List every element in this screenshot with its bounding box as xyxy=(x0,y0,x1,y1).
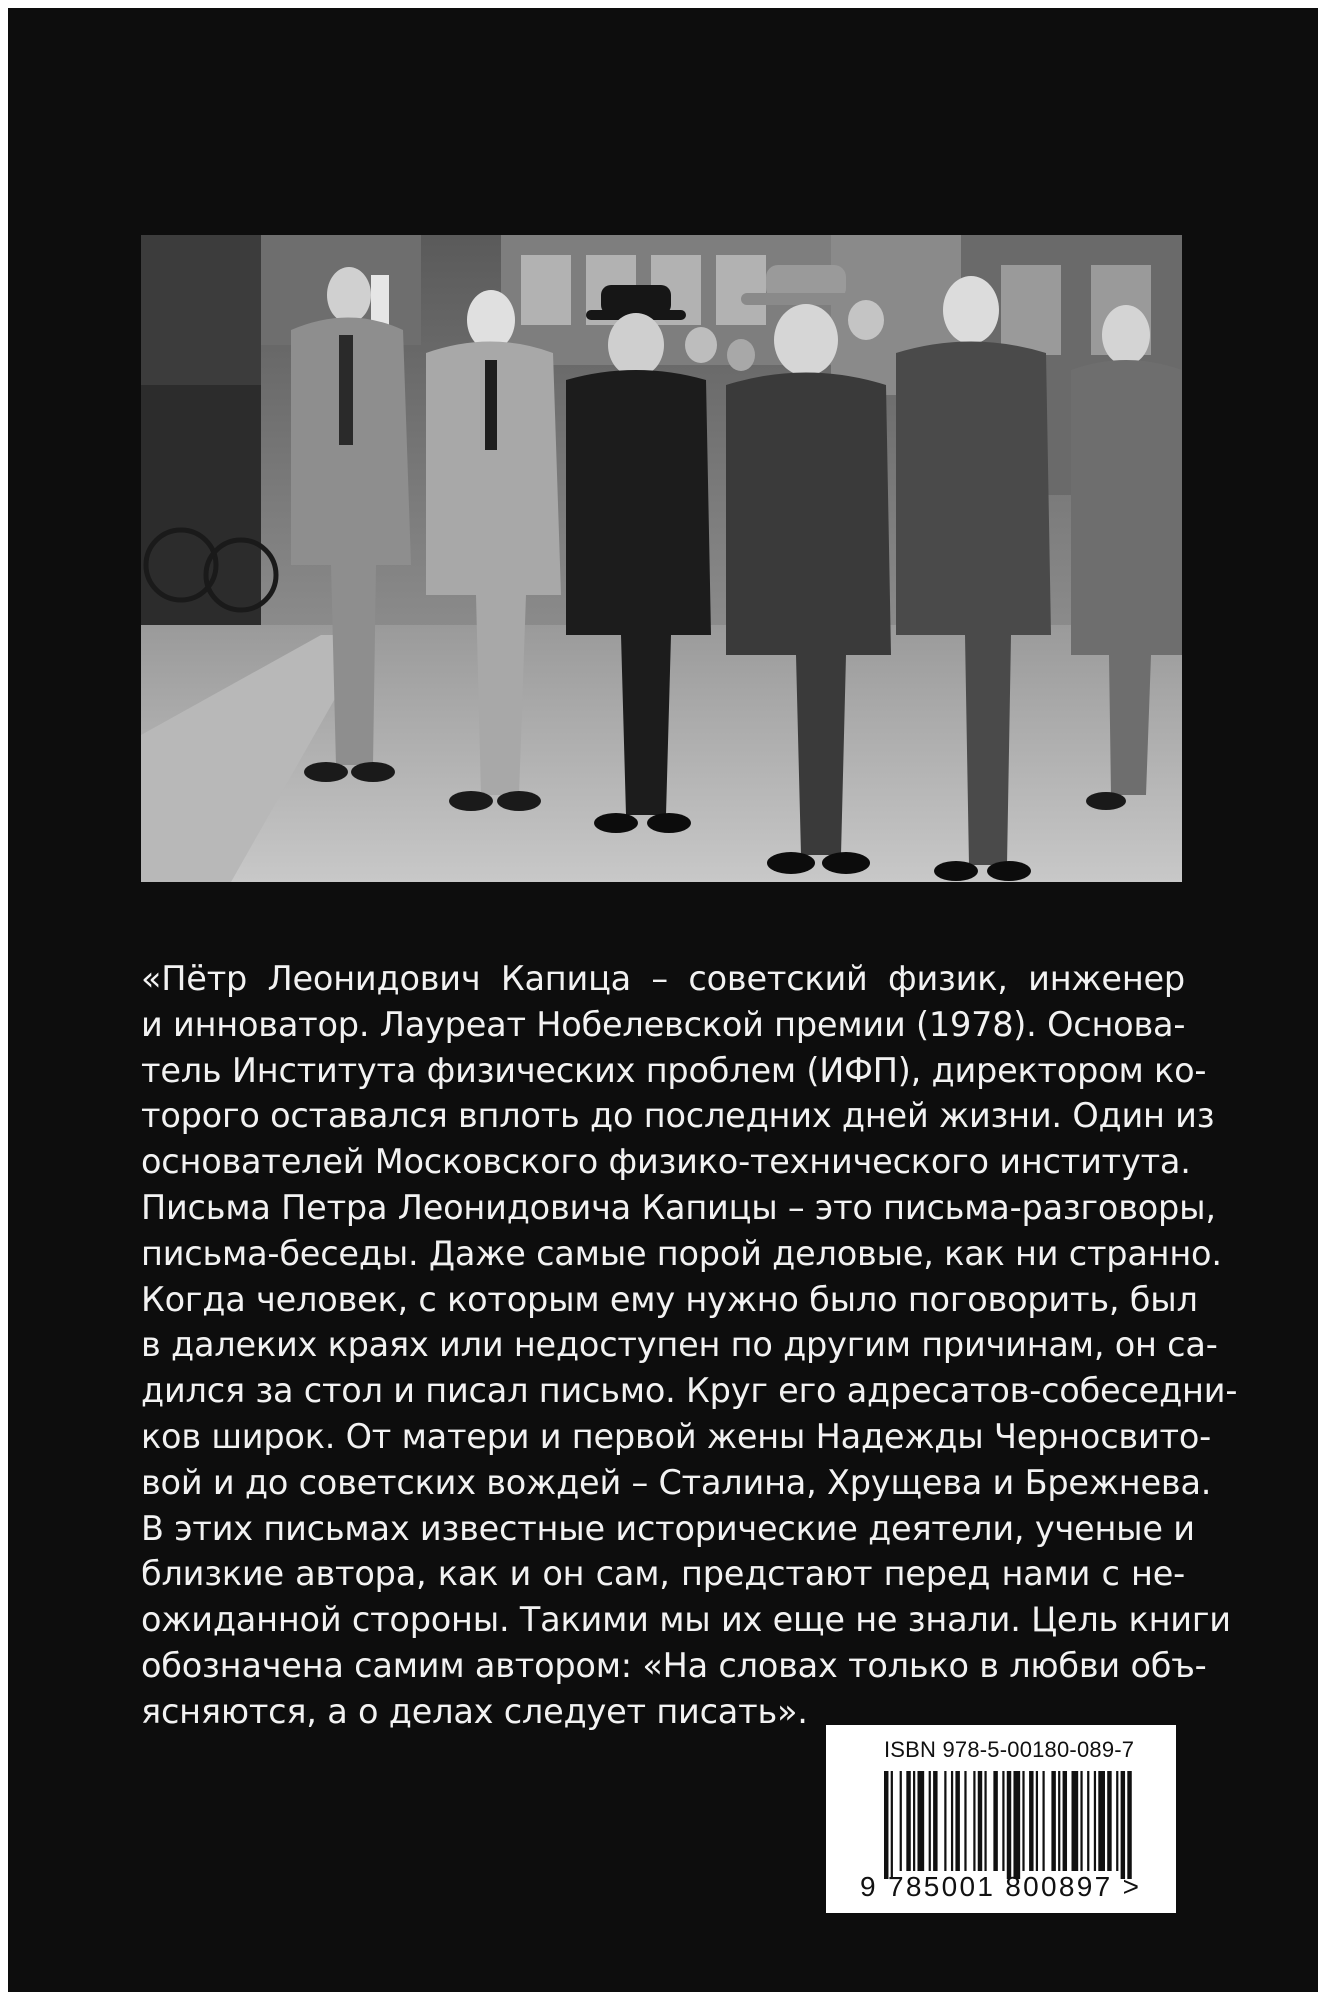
barcode-bar xyxy=(1127,1771,1131,1879)
barcode-bar xyxy=(1002,1771,1004,1871)
blurb-line: обозначена самим автором: «На словах только в любви объ- xyxy=(141,1645,1207,1685)
barcode-bar xyxy=(1098,1771,1105,1871)
barcode-bar xyxy=(917,1771,924,1871)
barcode-bars xyxy=(884,1771,1134,1879)
barcode-bar xyxy=(933,1771,937,1871)
barcode-bar xyxy=(1087,1771,1089,1871)
barcode-bar xyxy=(993,1771,997,1871)
barcode-bar xyxy=(906,1771,910,1871)
barcode-bar xyxy=(964,1771,966,1871)
blurb-line: тель Института физических проблем (ИФП), директором ко- xyxy=(141,1050,1207,1090)
barcode-bar xyxy=(984,1771,986,1871)
barcode-bar xyxy=(1022,1771,1024,1871)
barcode-bar xyxy=(1007,1771,1011,1879)
blurb-line: торого оставался вплоть до последних дней жизни. Один из xyxy=(141,1096,1215,1136)
barcode-bar xyxy=(1072,1771,1079,1871)
isbn-barcode xyxy=(826,1725,1176,1913)
blurb-line: дился за стол и писал письмо. Круг его адресатов-собеседни- xyxy=(141,1371,1238,1411)
blurb-line: «Пётр Леонидович Капица – советский физик, инженер xyxy=(141,959,1185,998)
barcode-bar xyxy=(973,1771,975,1871)
barcode-bar xyxy=(1107,1771,1111,1871)
book-back-cover xyxy=(8,8,1318,1992)
barcode-bar xyxy=(1121,1771,1125,1879)
barcode-bar xyxy=(951,1771,953,1871)
barcode-bar xyxy=(955,1771,959,1871)
blurb-line: близкие автора, как и он сам, предстают перед нами с не- xyxy=(141,1554,1185,1594)
barcode-bar xyxy=(1058,1771,1060,1871)
barcode-bar xyxy=(1036,1771,1038,1871)
barcode-bar xyxy=(1094,1771,1096,1871)
blurb-line: и инноватор. Лауреат Нобелевской премии (1978). Основа- xyxy=(141,1004,1186,1044)
barcode-bar xyxy=(900,1771,902,1871)
barcode-bar xyxy=(1029,1771,1033,1871)
book-blurb xyxy=(141,956,1238,1735)
barcode-bar xyxy=(929,1771,931,1871)
group-photograph xyxy=(141,235,1182,882)
blurb-line: В этих письмах известные исторические деятели, ученые и xyxy=(141,1508,1195,1548)
barcode-bar xyxy=(1051,1771,1055,1871)
barcode-bar xyxy=(1116,1771,1118,1871)
barcode-bar xyxy=(978,1771,982,1871)
blurb-line: ясняются, а о делах следует писать». xyxy=(141,1691,808,1731)
barcode-bar xyxy=(1080,1771,1082,1871)
photograph-image xyxy=(141,235,1182,882)
blurb-line: основателей Московского физико-технического института. xyxy=(141,1142,1191,1182)
barcode-bar xyxy=(1063,1771,1067,1871)
barcode-bar xyxy=(891,1771,893,1879)
barcode-bar xyxy=(913,1771,915,1871)
blurb-line: вой и до советских вождей – Сталина, Хрущева и Брежнева. xyxy=(141,1462,1212,1502)
barcode-bar xyxy=(944,1771,946,1871)
blurb-line: письма-беседы. Даже самые порой деловые, как ни странно. xyxy=(141,1233,1222,1273)
barcode-bar xyxy=(1042,1771,1044,1871)
blurb-line: в далеких краях или недоступен по другим причинам, он са- xyxy=(141,1325,1218,1365)
blurb-line: Когда человек, с которым ему нужно было поговорить, был xyxy=(141,1279,1198,1319)
blurb-line: ков широк. От матери и первой жены Надежды Черносвито- xyxy=(141,1416,1212,1456)
barcode-digits: 9 785001 800897 > xyxy=(860,1871,1142,1902)
barcode-bar xyxy=(1013,1771,1020,1879)
blurb-line: ожиданной стороны. Такими мы их еще не знали. Цель книги xyxy=(141,1600,1231,1640)
isbn-label: ISBN 978-5-00180-089-7 xyxy=(884,1737,1135,1762)
barcode-bar xyxy=(884,1771,888,1879)
blurb-line: Письма Петра Леонидовича Капицы – это письма-разговоры, xyxy=(141,1187,1216,1227)
